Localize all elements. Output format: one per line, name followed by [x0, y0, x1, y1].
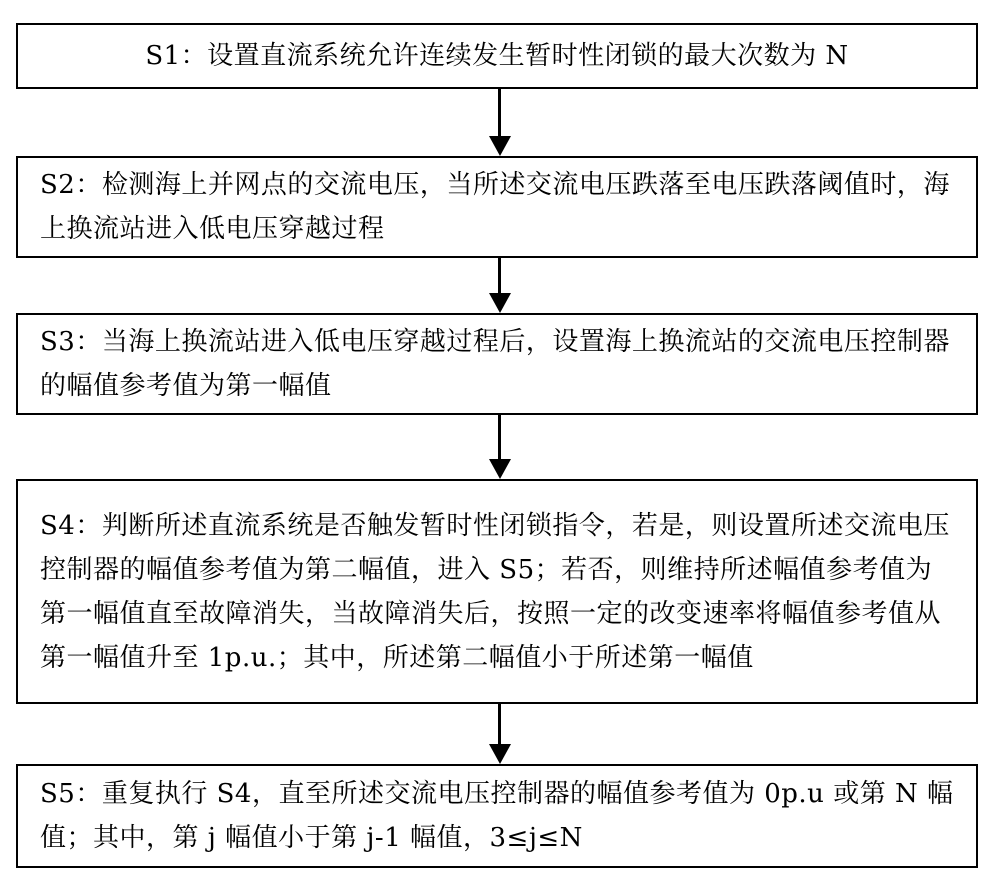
arrow-s3-to-s4: [488, 415, 512, 479]
step-box-s4: [16, 479, 978, 704]
arrow-s2-to-s3: [488, 258, 512, 313]
step-text-s4: S4：判断所述直流系统是否触发暂时性闭锁指令，若是，则设置所述交流电压控制器的幅值参考值为第二幅值，进入 S5；若否，则维持所述幅值参考值为第一幅值直至故障消失，当故障消失后，按照一定的改变速率将幅值参考值从第一幅值升至 1p.u.；其中，所述第二幅值小于所述第一幅值: [40, 510, 950, 673]
step-text-s2: S2：检测海上并网点的交流电压，当所述交流电压跌落至电压跌落阈值时，海上换流站进入低电压穿越过程: [40, 170, 950, 244]
step-box-s2: [16, 156, 978, 258]
step-text-s1: S1：设置直流系统允许连续发生暂时性闭锁的最大次数为 N: [145, 41, 849, 71]
arrow-s4-to-s5: [488, 704, 512, 764]
step-box-s1: [16, 23, 978, 89]
step-box-s3: [16, 313, 978, 415]
step-box-s5: [16, 764, 978, 868]
step-text-s5: S5：重复执行 S4，直至所述交流电压控制器的幅值参考值为 0p.u 或第 N 幅值；其中，第 j 幅值小于第 j-1 幅值，3≤j≤N: [40, 779, 954, 853]
arrow-s1-to-s2: [488, 89, 512, 156]
step-text-s3: S3：当海上换流站进入低电压穿越过程后，设置海上换流站的交流电压控制器的幅值参考值为第一幅值: [40, 327, 950, 401]
